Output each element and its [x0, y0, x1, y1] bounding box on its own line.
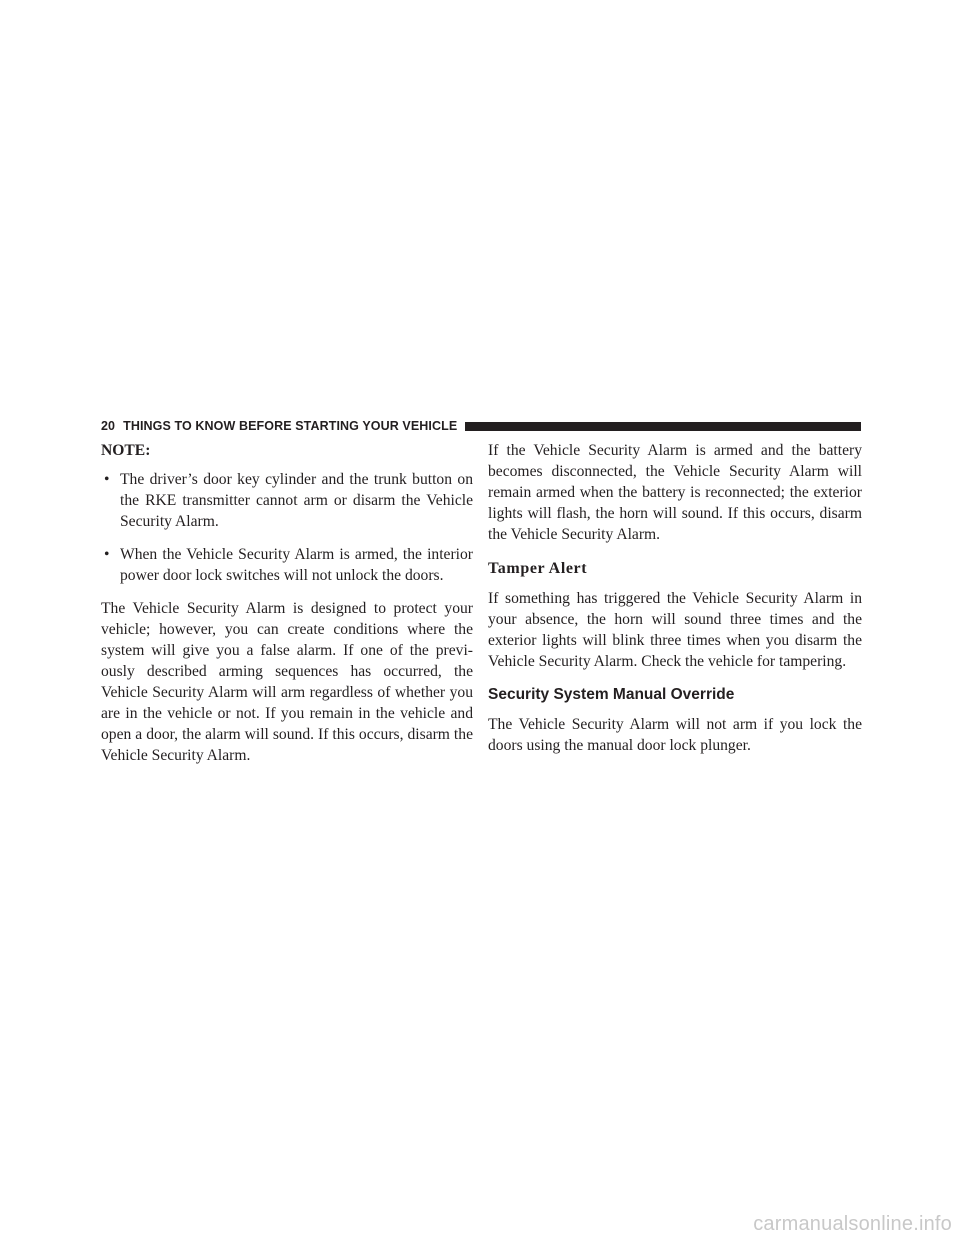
tamper-alert-heading: Tamper Alert: [488, 560, 588, 577]
battery-paragraph: If the Vehicle Security Alarm is armed and the battery becomes disconnected, the Vehicle Security Alarm will remain armed when the battery is reconnected; the exterior lights will flash, the horn will sound. If this occurs, disarm the Vehicle Security Alarm.: [488, 442, 862, 543]
list-item: [101, 469, 473, 532]
note-label: NOTE:: [101, 442, 151, 459]
list-item: [101, 544, 473, 586]
page-header: [101, 419, 861, 433]
bullet-text: When the Vehicle Security Alarm is armed, the interior power door lock switches will not unlock the doors.: [120, 546, 473, 584]
left-column: [101, 440, 473, 779]
right-column: [488, 440, 862, 769]
watermark: carmanualsonline.info: [753, 1213, 952, 1235]
bullet-text: The driver’s door key cylinder and the trunk button on the RKE transmitter cannot arm or disarm the Vehicle Security Alarm.: [120, 471, 473, 530]
manual-override-heading: Security System Manual Override: [488, 686, 735, 703]
bullet-icon: •: [104, 546, 110, 563]
tamper-alert-paragraph: If something has triggered the Vehicle Security Alarm in your absence, the horn will sound three times and the exterior lights will blink three times when you disarm the Vehicle Security Alarm. Check the vehicle for tampering.: [488, 590, 862, 670]
header-rule: [465, 422, 861, 431]
manual-override-paragraph: The Vehicle Security Alarm will not arm if you lock the doors using the manual door lock plunger.: [488, 716, 862, 754]
page-number: 20: [101, 419, 116, 433]
note-bullet-list: [101, 469, 473, 586]
section-title: THINGS TO KNOW BEFORE STARTING YOUR VEHICLE: [123, 419, 458, 433]
false-alarm-paragraph: The Vehicle Security Alarm is designed to protect your vehicle; however, you can create conditions where the system will give you a false alarm. If one of the previ-ously described arming sequences has occurred, the Vehicle Security Alarm will arm regardless of whether you are in the vehicle or not. If you remain in the vehicle and open a door, the alarm will sound. If this occurs, disarm the Vehicle Security Alarm.: [101, 600, 473, 764]
bullet-icon: •: [104, 471, 110, 488]
